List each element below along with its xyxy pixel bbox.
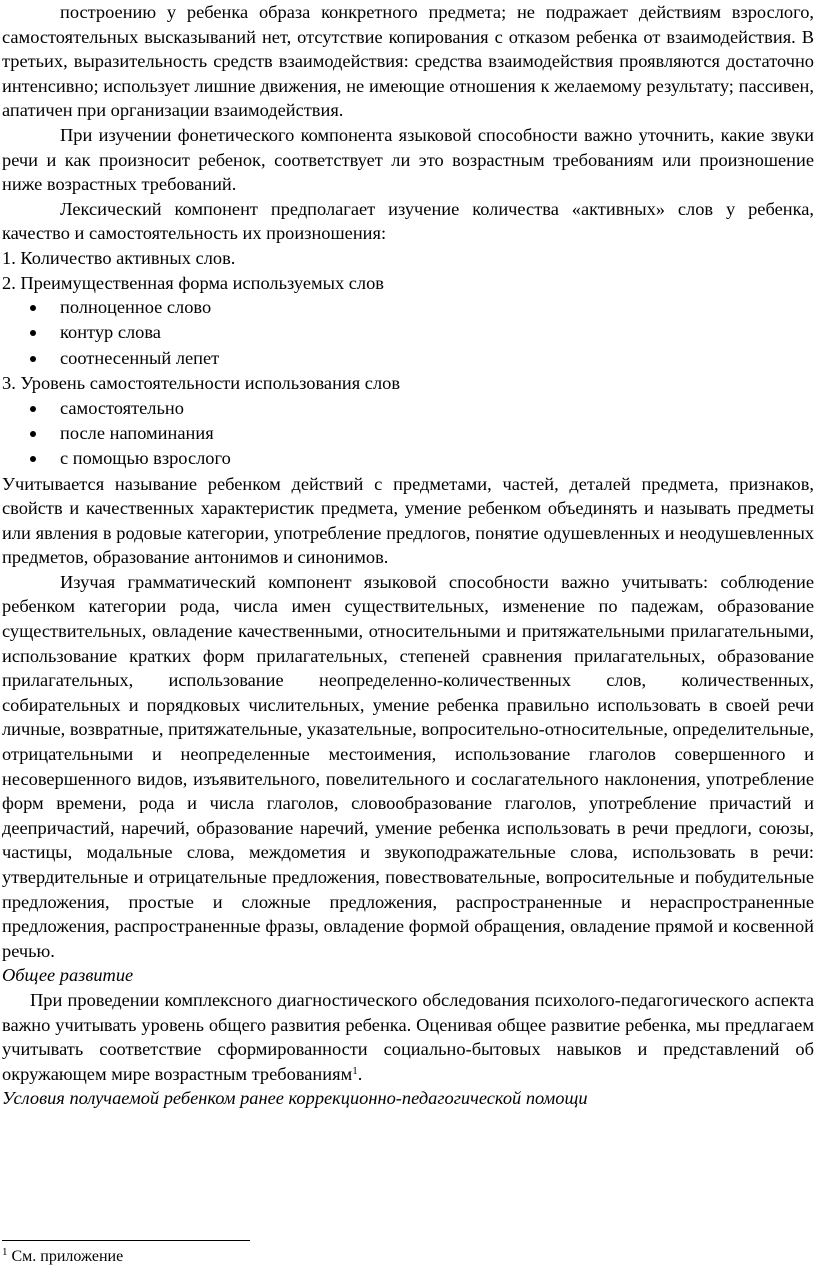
bullet-icon <box>30 305 36 311</box>
paragraph-lexical-component: Лексический компонент предполагает изучение количества «активных» слов у ребенка, качество и самостоятельность их произношения: <box>2 198 814 244</box>
bullet-text: с помощью взрослого <box>60 448 231 469</box>
bullet-text: полноценное слово <box>60 297 212 318</box>
footnote-separator <box>2 1240 250 1241</box>
footnote <box>2 1247 123 1267</box>
paragraph-general-development-text: При проведении комплексного диагностического обследования психолого-педагогического аспекта важно учитывать уровень общего развития ребенка. Оценивая общее развитие ребенка, мы предлагаем учитывать соответствие сформированности социально-бытовых навыков и представлений об окружающем мире возрастным требованиям <box>2 989 814 1084</box>
heading-general-development: Общее развитие <box>2 965 134 986</box>
bullet-item <box>2 320 814 345</box>
bullet-text: соотнесенный лепет <box>60 347 220 368</box>
bullet-item <box>2 295 814 320</box>
list-item-3: 3. Уровень самостоятельности использования слов <box>2 373 401 394</box>
bullet-text: контур слова <box>60 322 161 343</box>
bullet-item <box>2 421 814 446</box>
list-item-1: 1. Количество активных слов. <box>2 247 236 268</box>
paragraph-grammatical-component: Изучая грамматический компонент языковой способности важно учитывать: соблюдение ребенком категории рода, числа имен существительных, изменение по падежам, образование существительных, овладение качественными, относительными и притяжательными прилагательными, использование кратких форм прилагательных, степеней сравнения прилагательных, образование прилагательных, использование неопределенно-количественных слов, количественных, собирательных и порядковых числительных, умение ребенка правильно использовать в своей речи личные, возвратные, притяжательные, указательные, вопросительно-относительные, определительные, отрицательными и неопределенные местоимения, использование глаголов совершенного и несовершенного видов, изъявительного, повелительного и сослагательного наклонения, употребление форм времени, рода и числа глаголов, словообразование глаголов, употребление причастий и деепричастий, наречий, образование наречий, умение ребенка использовать в речи предлоги, союзы, частицы, модальные слова, междометия и звукоподражательные слова, использовать в речи: утвердительные и отрицательные предложения, повествовательные, вопросительные и побудительные предложения, простые и сложные предложения, распространенные и нераспространенные предложения, распространенные фразы, овладение формой обращения, овладение прямой и косвенной речью. <box>2 571 814 961</box>
body-text <box>2 0 814 1111</box>
bullet-list-independence <box>2 396 814 472</box>
bullet-icon <box>30 431 36 437</box>
bullet-text: после напоминания <box>60 422 214 443</box>
paragraph-general-development <box>2 988 814 1086</box>
bullet-item <box>2 346 814 371</box>
paragraph-naming: Учитывается называние ребенком действий с предметами, частей, деталей предмета, признаков, свойств и качественных характеристик предмета, умение ребенком объединять и называть предметы или явления в родовые категории, употребление предлогов, понятие одушевленных и неодушевленных предметов, образование антонимов и синонимов. <box>2 473 814 568</box>
paragraph-phonetic-component: При изучении фонетического компонента языковой способности важно уточнить, какие звуки речи и как произносит ребенок, соответствует ли это возрастным требованиям или произношение ниже возрастных требований. <box>2 124 814 195</box>
list-item-2: 2. Преимущественная форма используемых слов <box>2 272 384 293</box>
bullet-text: самостоятельно <box>60 397 184 418</box>
bullet-icon <box>30 356 36 362</box>
paragraph-interaction-continuation: построению у ребенка образа конкретного предмета; не подражает действиям взрослого, самостоятельных высказываний нет, отсутствие копирования с отказом ребенка от взаимодействия. В третьих, выразительность средств взаимодействия: средства взаимодействия проявляются достаточно интенсивно; использует лишние движения, не имеющие отношения к желаемому результату; пассивен, апатичен при организации взаимодействия. <box>2 2 814 121</box>
bullet-icon <box>30 456 36 462</box>
bullet-icon <box>30 330 36 336</box>
footnote-reference[interactable]: 1 <box>352 1064 358 1077</box>
bullet-item <box>2 396 814 421</box>
heading-correction-conditions: Условия получаемой ребенком ранее коррекционно-педагогической помощи <box>2 1088 588 1109</box>
bullet-list-word-forms <box>2 295 814 371</box>
footnote-text: См. приложение <box>7 1248 124 1265</box>
paragraph-end-period: . <box>357 1063 363 1084</box>
bullet-item <box>2 446 814 471</box>
bullet-icon <box>30 406 36 412</box>
footnote-marker: 1 <box>2 1246 8 1258</box>
